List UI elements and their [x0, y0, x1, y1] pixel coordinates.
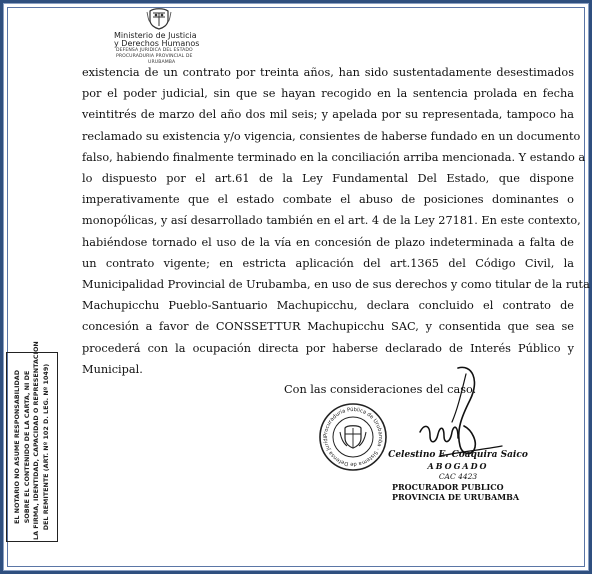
ministry-subtitle-line2: PROCURADURIA PROVINCIAL DE	[116, 54, 193, 59]
body-line: veintitrés de marzo del año dos mil seis; y apelada por su representada, tampoco ha	[82, 108, 574, 122]
stamp-text	[13, 341, 51, 540]
body-line: Municipalidad Provincial de Urubamba, en uso de sus derechos y como titular de la ruta	[82, 278, 590, 292]
signer-registration: CAC 4423	[438, 472, 478, 481]
body-line: Machupicchu Pueblo-Santuario Machupicchu, declara concluido el contrato de	[82, 299, 574, 313]
body-line: procederá con la ocupación directa por haberse declarado de Interés Público y	[82, 341, 574, 355]
document-body	[82, 62, 590, 380]
ministry-logo	[110, 8, 230, 68]
signer-role: ABOGADO	[427, 461, 489, 471]
seal-text: Procuraduría Pública de Urubamba · Sistema de Defensa Jurídi	[322, 406, 384, 468]
body-line: concesión a favor de CONSSETTUR Machupicchu SAC, y consentida que sea se	[82, 320, 574, 334]
official-seal-icon	[318, 402, 388, 472]
stamp-line: DEL REMITENTE (ART. Nº 102 D. LEG. Nº 1049)	[41, 363, 50, 531]
signer-title-line1: PROCURADOR PUBLICO	[392, 482, 504, 492]
body-line: habiéndose tornado el uso de la vía en concesión de plazo indeterminada a falta de	[82, 235, 574, 249]
body-line: imperativamente que el estado combate el abuso de posiciones dominantes o	[82, 193, 574, 207]
body-line: lo dispuesto por el art.61 de la Ley Fundamental Del Estado, que dispone	[82, 172, 574, 186]
body-line: falso, habiendo finalmente terminado en la conciliación arriba mencionada. Y estando a	[82, 150, 586, 164]
notary-stamp	[6, 341, 58, 542]
ministry-name-line1: Ministerio de Justicia	[114, 31, 197, 40]
signature-block	[388, 450, 528, 502]
ministry-subtitle-line3: URUBAMBA	[148, 60, 176, 65]
body-line: reclamado su existencia y/o vigencia, consientes de haberse fundado en un documento	[82, 129, 581, 143]
signer-name: Celestino E. Coaquira Saico	[388, 450, 528, 460]
stamp-line: LA FIRMA, IDENTIDAD, CAPACIDAD O REPRESENTACION	[32, 341, 40, 540]
coat-of-arms-icon	[146, 8, 172, 30]
body-line: por el poder judicial, sin que se hayan recogido en la sentencia prolada en fecha	[82, 87, 574, 101]
ministry-subtitle-line1: DEFENSA JURIDICA DEL ESTADO	[116, 48, 193, 53]
stamp-line: EL NOTARIO NO ASUME RESPONSABILIDAD	[13, 369, 21, 525]
stamp-line: SOBRE EL CONTENIDO DE LA CARTA, NI DE	[22, 370, 31, 524]
body-line: un contrato vigente; en estricta aplicación del art.1365 del Código Civil, la	[82, 256, 574, 270]
body-line: Municipal.	[82, 362, 143, 376]
body-line: existencia de un contrato por treinta años, han sido sustentadamente desestimados	[82, 66, 574, 79]
body-line: monopólicas, y así desarrollado también en el art. 4 de la Ley 27181. En este contexto,	[82, 214, 581, 228]
ministry-name-line2: y Derechos Humanos	[114, 39, 200, 48]
closing-phrase: Con las consideraciones del caso.	[284, 383, 477, 396]
signer-title-line2: PROVINCIA DE URUBAMBA	[392, 492, 520, 502]
